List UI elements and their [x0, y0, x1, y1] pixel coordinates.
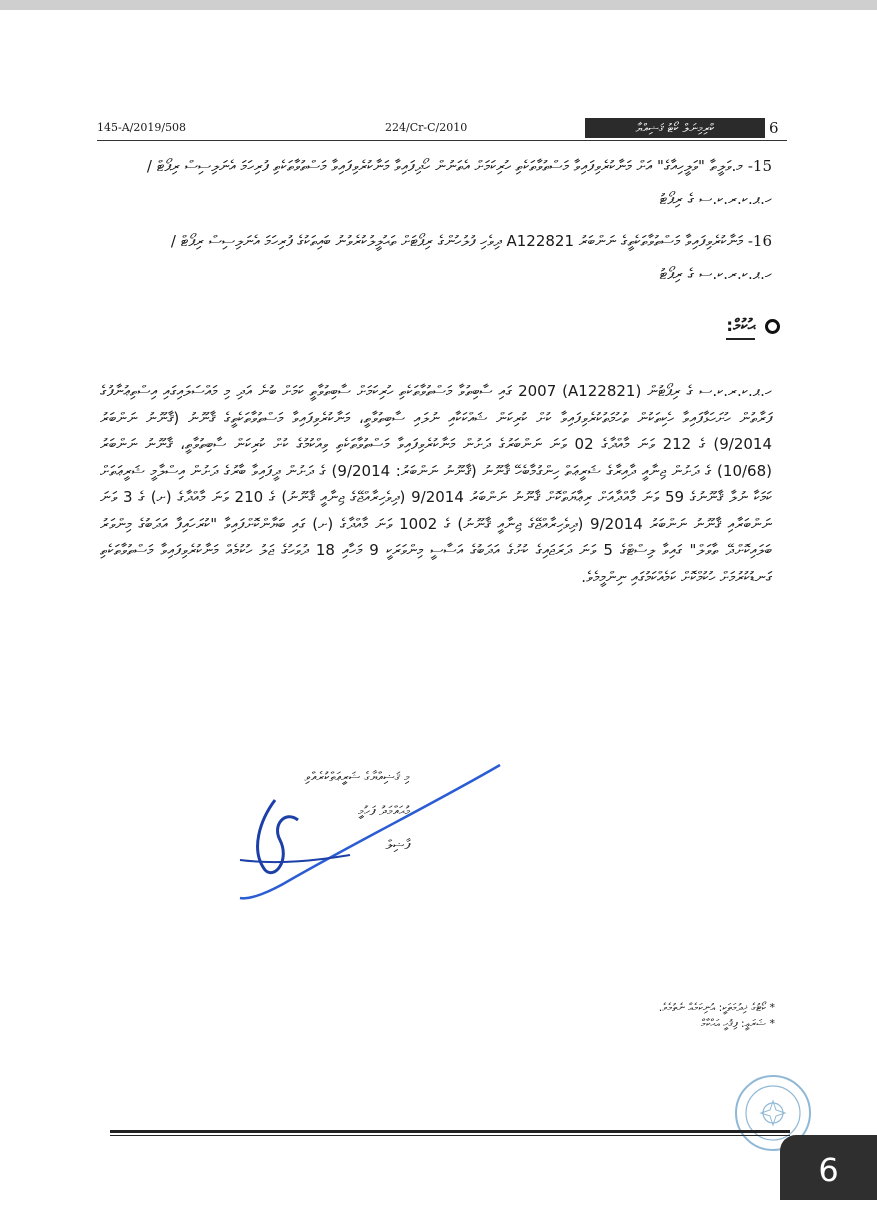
judge-title: ފާޟިލް	[385, 838, 410, 853]
signature-scribble	[180, 760, 510, 920]
footer-rule-thin	[110, 1135, 790, 1136]
footnotes	[560, 1000, 775, 1032]
item-text: މަނާކުރެވިފައިވާ މަސްތުވާތަކެތީގެ ނަންބަރު A122821 ދިވެހި ފުލުހުންގެ ރިޕޯޓަށް ތަޙުލީލުކުރެވުނު ބައިތަކުގެ ފުރިހަމަ އެނަލިސިސް ރިޕޯޓް / ހ.ޕ.ކ.ރ.ކ.ސ ގެ ރިޕޯޓު	[170, 232, 772, 283]
verdict-paragraph: ހ.ޕ.ކ.ރ.ކ.ސ ގެ ރިޕޯޓުން (A122821) 2007 ގައި ސާބިތުވާ މަސްތުވާތަކެތި ހުރިކަމަށް ސާބިތުވާތީ ކަމަށް ބުނެ އަދި މި މައްސަލައިގައި އިސްތިޢުނާފުގެ ފަރާތުން ހުށަހަޅާފައިވާ ހެކިތަކުން ތުހުމަތުކުރެވިފައިވާ ކުށް ކުރިކަން ޝައްކަކާއި ނުލައި ސާބިތުވާތީ، މަނާކުރެވިފައިވާ މަސްތުވާތަކެތީގެ ޤާނޫނު (ޤާނޫނު ނަންބަރު 9/2014) ގެ 212 ވަނަ މާއްދާގެ 02 ވަނަ ނަންބަރުގެ ދަށުން މަނާކުރެވިފައިވާ މަސްތުވާތަކެތި ވިއްކުމުގެ ކުށް ކުރިކަން ސާބިތުވާތީ، ޤާނޫނު ނަންބަރު (10/68) ގެ ދަށުން ޖިނާއީ ދާއިރާގެ ޝަރީޢަތް ހިންގުމާބެހޭ ޤާނޫނު (ޤާނޫނު ނަންބަރު: 9/2014) ގެ ދަށުން ދީފައިވާ ބާރުގެ ދަށުން އިސްލާމީ ޝަރީޢަތަށް ކަމަކާ ނުލާ ޤާނޫނުގެ 59 ވަނަ މާއްދާއަށް ރިޢާޔަތްކޮށް ޤާނޫނު ނަންބަރު 9/2014 (ދިވެހިރާއްޖޭގެ ޖިނާއީ ޤާނޫނު) ގެ 210 ވަނަ މާއްދާގެ (ށ) ގެ 3 ވަނަ ނަންބަރާއި ޤާނޫނު ނަންބަރު 9/2014 (ދިވެހިރާއްޖޭގެ ޖިނާއީ ޤާނޫނު) ގެ 1002 ވަނަ މާއްދާގެ (ށ) ގައި ބަޔާންކޮށްފައިވާ "ކުރަހައިފާ އަދަބުގެ މިންވަރު ބަލައިކޮށްދޭ ތާވަލް" ގައިވާ ލިސްޓްގެ 5 ވަނަ ދަރަޖައިގެ ކުށުގެ އަދަބުގެ އަސާސީ މިންވަރަކީ 9 މަހާއި 18 ދުވަހުގެ ޖަލު ހުކުމެއް މަނާކުރެވިފައިވާ މަސްތުވާތަކެތި ގަނޑުކުރުމަށް ހުކުމްކޮށް ކަމެއްކަމުގައި ނިންމީމެވެ.	[100, 382, 773, 586]
header-divider	[97, 140, 787, 141]
verdict-heading	[600, 316, 780, 336]
footnote: * ޝަރަޢީ: ފިޤުހީ އަޙްކާމް	[700, 1017, 775, 1030]
header-page-number: 6	[769, 119, 779, 137]
court-name-banner: ކްރިމިނަލް ކޯޓު ޤަޟިއްޔާ	[585, 118, 765, 138]
page-number-badge: 6	[780, 1135, 877, 1200]
circle-bullet-icon	[765, 319, 780, 334]
footer-rule-thick	[110, 1130, 790, 1133]
judge-name: މުޙައްމަދު ފަހުމީ	[358, 804, 410, 819]
list-item	[100, 225, 772, 291]
case-number: 224/Cr-C/2010	[385, 121, 468, 134]
top-bar	[0, 0, 877, 10]
item-number: 15-	[747, 157, 772, 175]
item-text: މ.ވަލީތާ "ވަލީހިއާގެ" އަށް މަނާކުރެވިފައިވާ މަސްތުވާތަކެތި ހުރިކަމަށް އެތަނުން ހޯދިފައިވާ މަނާކުރެވިފައިވާ މަސްތުވާތަކެތި ފުރިހަމަ އެނަލިސިސް ރިޕޯޓް / ހ.ޕ.ކ.ރ.ކ.ސ ގެ ރިޕޯޓު	[146, 157, 772, 208]
list-item	[100, 150, 772, 216]
page-header	[97, 118, 787, 140]
signature-line: މި ޤަޟިއްޔާގެ ޝަރީޢަތްކުރެއްވި	[304, 770, 410, 785]
item-number: 16-	[747, 232, 772, 250]
reference-number: 145-A/2019/508	[97, 121, 187, 134]
verdict-heading-text: ޙުކުމް:	[726, 316, 755, 340]
footnote: * ކޯޓުގެ ޚިދުމަތަކީ: އުނިކަމެއް ނެތުމެވެ.	[658, 1001, 775, 1014]
